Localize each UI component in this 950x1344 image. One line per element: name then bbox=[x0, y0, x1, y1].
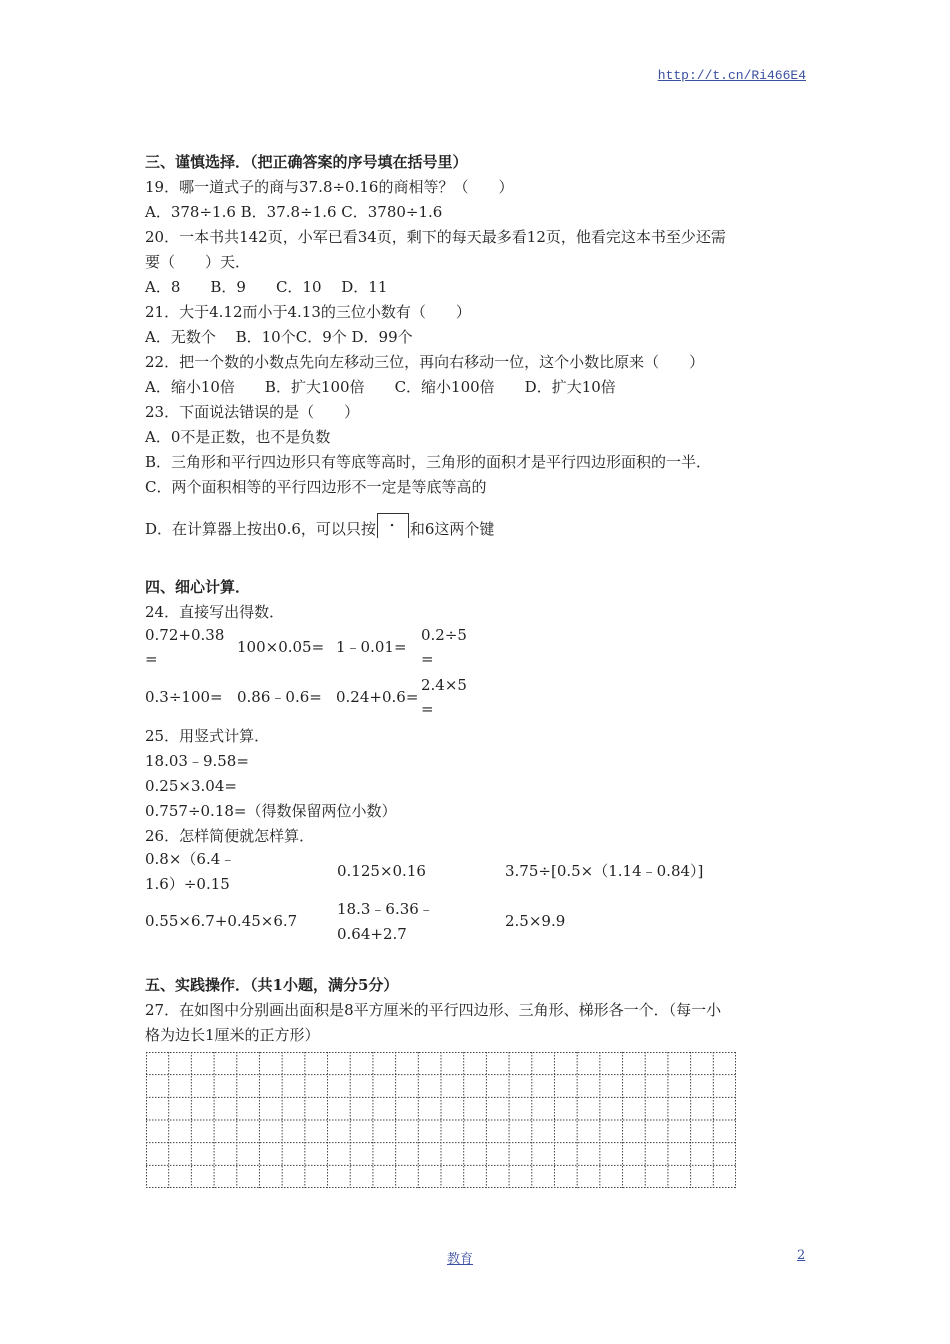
calc-cell: = bbox=[421, 650, 434, 668]
q25-item1: 18.03﹣9.58= bbox=[145, 752, 249, 770]
q23-option-c: C．两个面积相等的平行四边形不一定是等底等高的 bbox=[145, 478, 487, 496]
simp-cell: 0.55×6.7+0.45×6.7 bbox=[145, 912, 298, 930]
calc-cell: 0.3÷100= bbox=[145, 688, 223, 706]
q22-text: 22．把一个数的小数点先向左移动三位，再向右移动一位，这个小数比原来（ ） bbox=[145, 353, 705, 371]
q24-text: 24．直接写出得数． bbox=[145, 603, 285, 621]
simp-cell: 18.3﹣6.36﹣ bbox=[337, 900, 434, 918]
calc-cell: 100×0.05= bbox=[237, 638, 325, 656]
q27-text-line2: 格为边长1厘米的正方形） bbox=[145, 1026, 320, 1044]
calc-cell: = bbox=[421, 700, 434, 718]
calculator-key-box bbox=[377, 513, 409, 538]
simp-cell: 2.5×9.9 bbox=[505, 912, 566, 930]
q21-text: 21．大于4.12而小于4.13的三位小数有（ ） bbox=[145, 303, 471, 321]
simp-cell: 3.75÷[0.5×（1.14﹣0.84）] bbox=[505, 862, 704, 880]
footer-link[interactable]: 教育 bbox=[447, 1252, 474, 1267]
q20-options: A．8 B．9 C．10 D．11 bbox=[145, 278, 388, 296]
calc-cell: 0.86﹣0.6= bbox=[237, 688, 322, 706]
q19-options: A．378÷1.6 B．37.8÷1.6 C．3780÷1.6 bbox=[145, 203, 443, 221]
q26-text: 26．怎样简便就怎样算． bbox=[145, 827, 315, 845]
q23-option-a: A．0不是正数，也不是负数 bbox=[145, 428, 331, 446]
q25-text: 25．用竖式计算． bbox=[145, 727, 270, 745]
q23-option-b: B．三角形和平行四边形只有等底等高时，三角形的面积才是平行四边形面积的一半． bbox=[145, 453, 712, 471]
q20-text-line1: 20．一本书共142页，小军已看34页，剩下的每天最多看12页，他看完这本书至少还需 bbox=[145, 228, 726, 246]
calc-cell: 0.72+0.38 bbox=[145, 626, 225, 644]
q23-option-d bbox=[145, 513, 494, 539]
calc-cell: 2.4×5 bbox=[421, 676, 467, 694]
q27-text-line1: 27．在如图中分别画出面积是8平方厘米的平行四边形、三角形、梯形各一个．（每一小 bbox=[145, 1001, 722, 1019]
q22-options: A．缩小10倍 B．扩大100倍 C．缩小100倍 D．扩大10倍 bbox=[145, 378, 616, 396]
section5-title: 五、实践操作．（共1小题，满分5分） bbox=[145, 976, 399, 994]
section3-title: 三、谨慎选择．（把正确答案的序号填在括号里） bbox=[145, 153, 468, 171]
q25-item3: 0.757÷0.18=（得数保留两位小数） bbox=[145, 802, 397, 820]
calc-cell: 0.24+0.6= bbox=[336, 688, 419, 706]
q19-text: 19．哪一道式子的商与37.8÷0.16的商相等？（ ） bbox=[145, 178, 514, 196]
simp-cell: 1.6）÷0.15 bbox=[145, 875, 230, 893]
simp-cell: 0.125×0.16 bbox=[337, 862, 426, 880]
calc-cell: 0.2÷5 bbox=[421, 626, 467, 644]
calc-cell: 1﹣0.01= bbox=[336, 638, 407, 656]
simp-cell: 0.64+2.7 bbox=[337, 925, 407, 943]
decimal-point-key: ． bbox=[389, 514, 404, 530]
calc-cell: = bbox=[145, 650, 158, 668]
square-grid[interactable] bbox=[146, 1052, 736, 1188]
header-url[interactable]: http://t.cn/Ri466E4 bbox=[657, 68, 806, 83]
simp-cell: 0.8×（6.4﹣ bbox=[145, 850, 236, 868]
page-number: 2 bbox=[797, 1248, 806, 1263]
section4-title: 四、细心计算． bbox=[145, 578, 251, 596]
q23-text: 23．下面说法错误的是（ ） bbox=[145, 403, 360, 421]
q23-d-suffix: 和6这两个键 bbox=[409, 520, 495, 538]
q21-options: A．无数个 B．10个C．9个 D．99个 bbox=[145, 328, 413, 346]
q25-item2: 0.25×3.04= bbox=[145, 777, 237, 795]
q20-text-line2: 要（ ）天． bbox=[145, 253, 251, 271]
q23-d-prefix: D．在计算器上按出0.6，可以只按 bbox=[145, 520, 376, 538]
